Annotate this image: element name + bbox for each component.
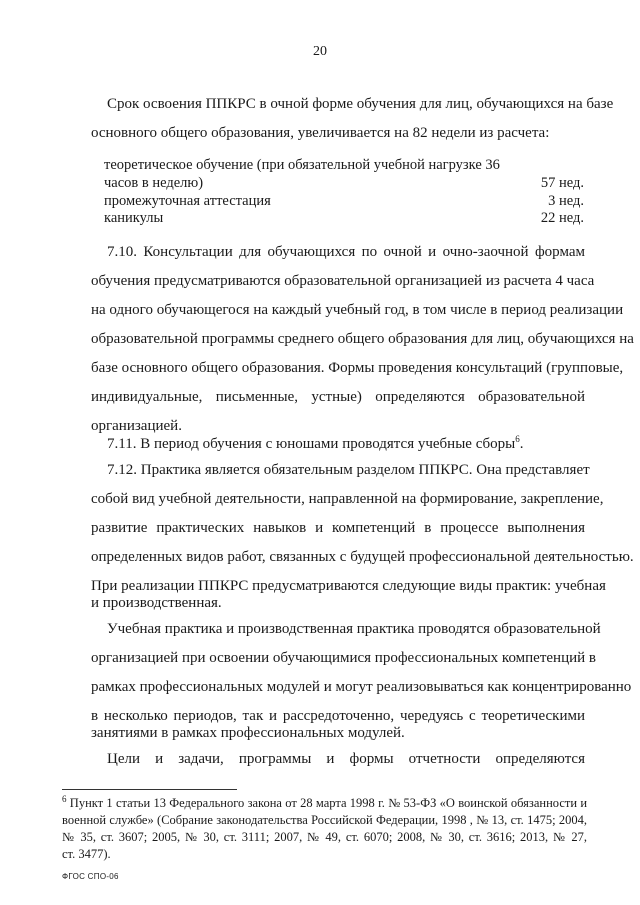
section-7-11-end: . [519, 436, 524, 452]
paragraph-line: организацией. [91, 418, 182, 434]
paragraph-line: и производственная. [91, 595, 222, 611]
intro-line: основного общего образования, увеличивается на 82 недели из расчета: [91, 125, 550, 141]
paragraph-line: в несколько периодов, так и рассредоточенно, чередуясь с теоретическими [91, 708, 585, 724]
paragraph-line: 7.10. Консультации для обучающихся по очной и очно-заочной формам [107, 244, 585, 260]
footnote-marker: 6 [62, 793, 67, 804]
paragraph-line: Учебная практика и производственная практика проводятся образовательной [107, 621, 601, 637]
term-value: 3 нед. [548, 193, 584, 209]
intro-line: Срок освоения ППКРС в очной форме обучения для лиц, обучающихся на базе [107, 96, 614, 112]
term-label: промежуточная аттестация [104, 193, 271, 209]
paragraph-line: базе основного общего образования. Формы проведения консультаций (групповые, [91, 360, 624, 376]
footnote-line: № 35, ст. 3607; 2005, № 30, ст. 3111; 2007, № 49, ст. 6070; 2008, № 30, ст. 3616; 2013, № 27, [62, 830, 587, 844]
footnote-line [62, 795, 587, 812]
term-row [104, 209, 584, 227]
paragraph-line: индивидуальные, письменные, устные) определяются образовательной [91, 389, 585, 405]
paragraph-line: При реализации ППКРС предусматриваются следующие виды практик: учебная [91, 578, 606, 594]
footnote-line: военной службе» (Собрание законодательства Российской Федерации, 1998 , № 13, ст. 1475; 2004, [62, 813, 587, 827]
section-7-11-text: 7.11. В период обучения с юношами проводятся учебные сборы [107, 436, 516, 452]
paragraph-line: образовательной программы среднего общего образования для лиц, обучающихся на [91, 331, 634, 347]
paragraph-line: развитие практических навыков и компетенций в процессе выполнения [91, 520, 585, 536]
term-label: каникулы [104, 210, 164, 226]
paragraph-line: занятиями в рамках профессиональных модулей. [91, 725, 405, 741]
footnote-line: ст. 3477). [62, 847, 111, 861]
paragraph-line: определенных видов работ, связанных с будущей профессиональной деятельностью. [91, 549, 634, 565]
footnote-divider [62, 789, 237, 790]
footnote-ref: 6 [515, 434, 520, 444]
footnote [62, 795, 587, 863]
term-label: теоретическое обучение (при обязательной учебной нагрузке 36 [104, 157, 500, 173]
paragraph-line: организацией при освоении обучающимися профессиональных компетенций в [91, 650, 596, 666]
paragraph-line: собой вид учебной деятельности, направленной на формирование, закрепление, [91, 491, 604, 507]
page-number: 20 [313, 44, 327, 59]
paragraph-line: обучения предусматриваются образовательной организацией из расчета 4 часа [91, 273, 595, 289]
term-row [104, 174, 584, 192]
term-row [104, 192, 584, 210]
footnote-text: Пункт 1 статьи 13 Федерального закона от 28 марта 1998 г. № 53-ФЗ «О воинской обязанности и [69, 796, 588, 810]
goals-line: Цели и задачи, программы и формы отчетности определяются [107, 751, 585, 767]
term-label: часов в неделю) [104, 175, 204, 191]
term-value: 57 нед. [540, 175, 584, 191]
term-value: 22 нед. [540, 210, 584, 226]
section-7-11 [107, 436, 601, 453]
term-row [104, 156, 584, 174]
paragraph-line: на одного обучающегося на каждый учебный год, в том числе в период реализации [91, 302, 624, 318]
paragraph-line: 7.12. Практика является обязательным разделом ППКРС. Она представляет [107, 462, 590, 478]
paragraph-line: рамках профессиональных модулей и могут реализовываться как концентрированно [91, 679, 632, 695]
document-stamp: ФГОС СПО-06 [62, 872, 119, 881]
